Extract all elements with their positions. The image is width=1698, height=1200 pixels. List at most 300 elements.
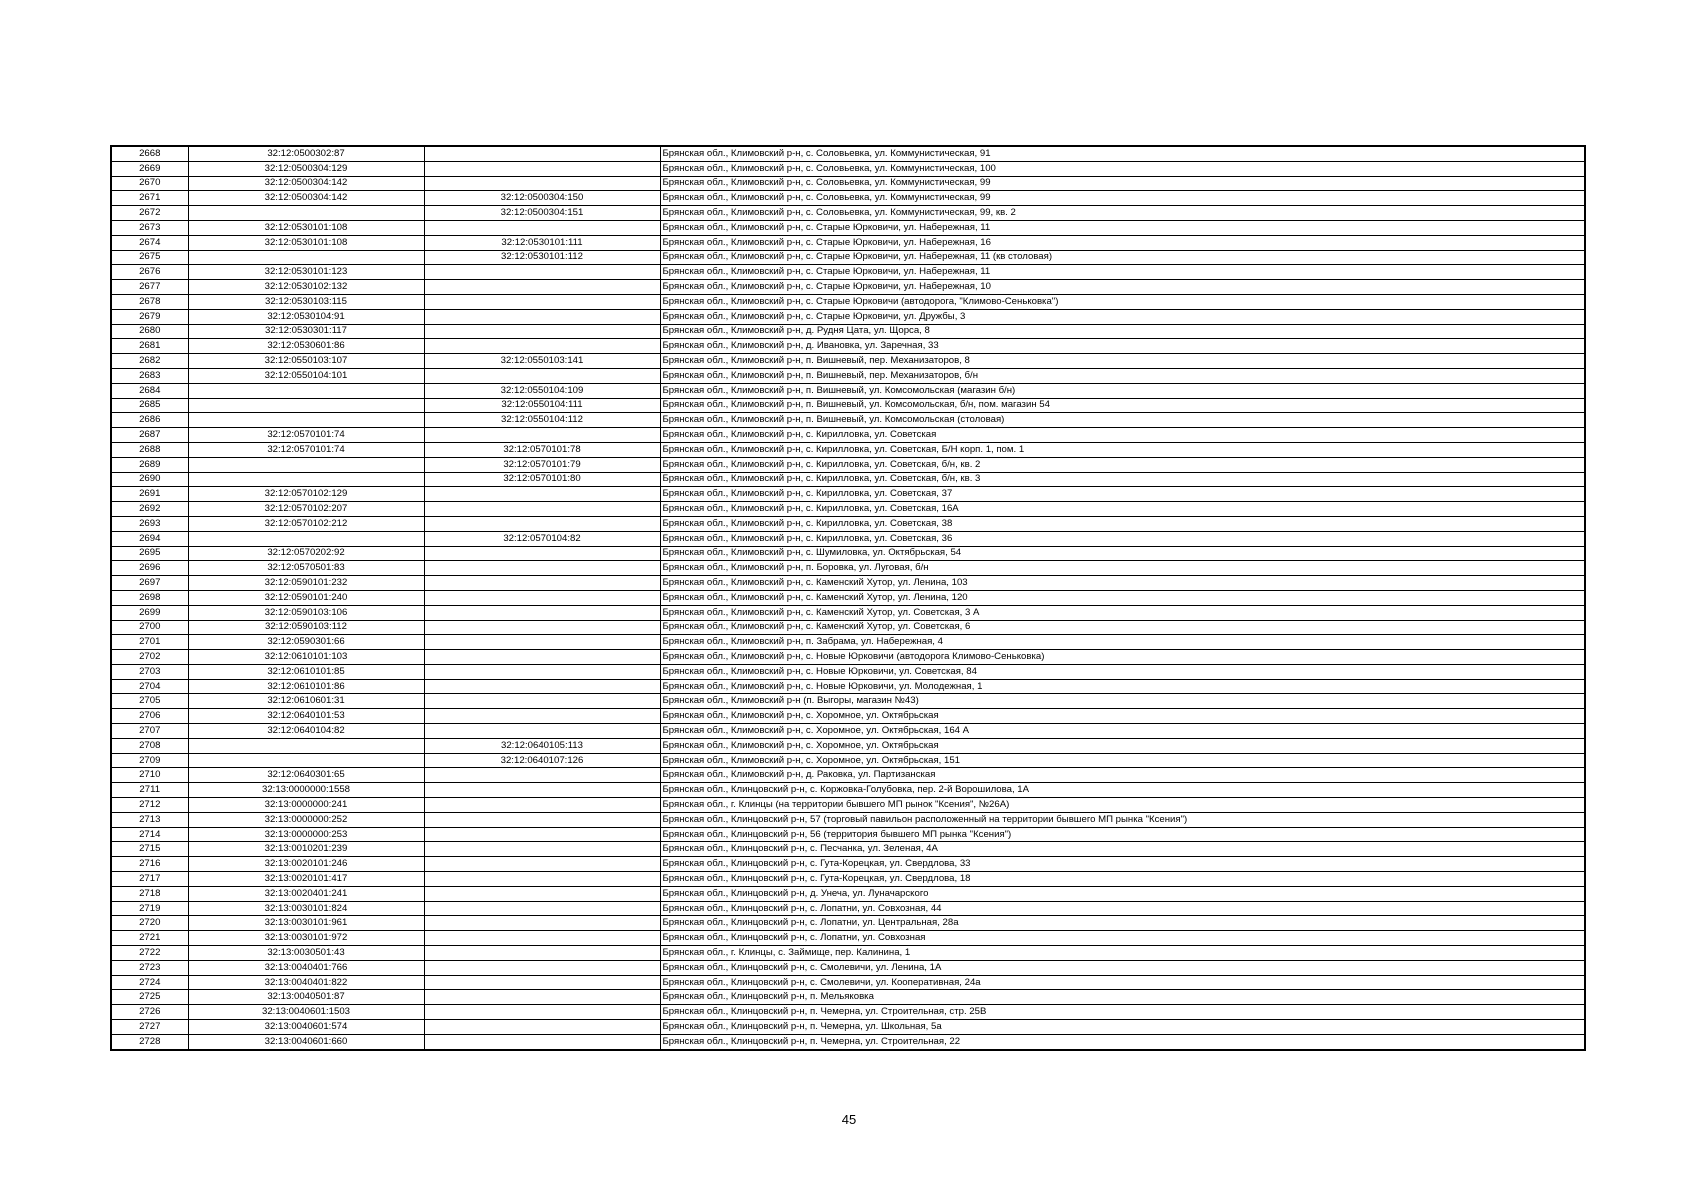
address-cell: Брянская обл., Климовский р-н, с. Старые Юрковичи, ул. Набережная, 11 (кв столовая) (660, 250, 1585, 265)
cadastral-number-cell: 32:12:0590103:112 (188, 620, 424, 635)
cadastral-number-cell: 32:13:0030101:961 (188, 916, 424, 931)
table-row (111, 457, 1585, 472)
sub-cadastral-number-cell (424, 812, 660, 827)
cadastral-number-cell: 32:12:0610101:103 (188, 650, 424, 665)
sub-cadastral-number-cell (424, 872, 660, 887)
sub-cadastral-number-cell (424, 487, 660, 502)
sub-cadastral-number-cell (424, 1020, 660, 1035)
cadastral-number-cell: 32:12:0530101:108 (188, 235, 424, 250)
table-row (111, 694, 1585, 709)
sub-cadastral-number-cell (424, 960, 660, 975)
address-cell: Брянская обл., Климовский р-н, с. Кирилловка, ул. Советская, 37 (660, 487, 1585, 502)
sub-cadastral-number-cell (424, 635, 660, 650)
address-cell: Брянская обл., Клинцовский р-н, с. Гута-Корецкая, ул. Свердлова, 33 (660, 857, 1585, 872)
address-cell: Брянская обл., Клинцовский р-н, с. Смолевичи, ул. Ленина, 1А (660, 960, 1585, 975)
sub-cadastral-number-cell (424, 576, 660, 591)
cadastral-number-cell: 32:12:0610101:86 (188, 679, 424, 694)
table-row (111, 442, 1585, 457)
table-row (111, 428, 1585, 443)
table-row (111, 975, 1585, 990)
cadastral-number-cell: 32:13:0030501:43 (188, 946, 424, 961)
address-cell: Брянская обл., Климовский р-н, с. Хоромное, ул. Октябрьская (660, 738, 1585, 753)
sub-cadastral-number-cell: 32:12:0530101:112 (424, 250, 660, 265)
row-number-cell: 2708 (111, 738, 188, 753)
address-cell: Брянская обл., Климовский р-н, д. Раковка, ул. Партизанская (660, 768, 1585, 783)
row-number-cell: 2695 (111, 546, 188, 561)
table-row (111, 768, 1585, 783)
cadastral-number-cell: 32:12:0640301:65 (188, 768, 424, 783)
address-cell: Брянская обл., Климовский р-н, с. Старые Юрковичи, ул. Дружбы, 3 (660, 309, 1585, 324)
table-row (111, 368, 1585, 383)
row-number-cell: 2723 (111, 960, 188, 975)
cadastral-number-cell: 32:12:0590101:240 (188, 590, 424, 605)
table-row (111, 1020, 1585, 1035)
row-number-cell: 2719 (111, 901, 188, 916)
sub-cadastral-number-cell (424, 886, 660, 901)
table-row (111, 487, 1585, 502)
address-cell: Брянская обл., Климовский р-н, с. Кирилловка, ул. Советская, 16А (660, 502, 1585, 517)
address-cell: Брянская обл., Климовский р-н, д. Рудня Цата, ул. Щорса, 8 (660, 324, 1585, 339)
row-number-cell: 2686 (111, 413, 188, 428)
row-number-cell: 2718 (111, 886, 188, 901)
sub-cadastral-number-cell (424, 901, 660, 916)
cadastral-number-cell: 32:13:0030101:972 (188, 931, 424, 946)
row-number-cell: 2715 (111, 842, 188, 857)
cadastral-number-cell: 32:12:0530101:123 (188, 265, 424, 280)
sub-cadastral-number-cell (424, 946, 660, 961)
address-cell: Брянская обл., Климовский р-н, с. Старые Юрковичи, ул. Набережная, 11 (660, 220, 1585, 235)
address-cell: Брянская обл., Климовский р-н, с. Соловьевка, ул. Коммунистическая, 91 (660, 146, 1585, 161)
cadastral-number-cell: 32:12:0530301:117 (188, 324, 424, 339)
table-row (111, 709, 1585, 724)
cadastral-number-cell: 32:12:0530102:132 (188, 280, 424, 295)
parcel-table-body (111, 146, 1585, 1050)
cadastral-number-cell: 32:13:0040601:574 (188, 1020, 424, 1035)
cadastral-number-cell: 32:13:0040401:766 (188, 960, 424, 975)
sub-cadastral-number-cell (424, 620, 660, 635)
sub-cadastral-number-cell (424, 724, 660, 739)
row-number-cell: 2681 (111, 339, 188, 354)
row-number-cell: 2692 (111, 502, 188, 517)
address-cell: Брянская обл., Климовский р-н, с. Соловьевка, ул. Коммунистическая, 99, кв. 2 (660, 206, 1585, 221)
cadastral-number-cell (188, 472, 424, 487)
cadastral-number-cell: 32:12:0640104:82 (188, 724, 424, 739)
cadastral-number-cell: 32:12:0530103:115 (188, 294, 424, 309)
sub-cadastral-number-cell (424, 664, 660, 679)
address-cell: Брянская обл., Климовский р-н, с. Новые Юрковичи, ул. Советская, 84 (660, 664, 1585, 679)
address-cell: Брянская обл., Климовский р-н, п. Вишневый, ул. Комсомольская (магазин б/н) (660, 383, 1585, 398)
sub-cadastral-number-cell (424, 1005, 660, 1020)
row-number-cell: 2675 (111, 250, 188, 265)
cadastral-number-cell: 32:12:0570102:212 (188, 516, 424, 531)
table-row (111, 265, 1585, 280)
address-cell: Брянская обл., Клинцовский р-н, с. Гута-Корецкая, ул. Свердлова, 18 (660, 872, 1585, 887)
cadastral-number-cell: 32:13:0040601:1503 (188, 1005, 424, 1020)
table-row (111, 679, 1585, 694)
row-number-cell: 2679 (111, 309, 188, 324)
cadastral-number-cell: 32:12:0610601:31 (188, 694, 424, 709)
table-row (111, 235, 1585, 250)
table-row (111, 931, 1585, 946)
sub-cadastral-number-cell (424, 502, 660, 517)
row-number-cell: 2678 (111, 294, 188, 309)
sub-cadastral-number-cell (424, 798, 660, 813)
table-row (111, 561, 1585, 576)
table-row (111, 146, 1585, 161)
row-number-cell: 2677 (111, 280, 188, 295)
sub-cadastral-number-cell (424, 265, 660, 280)
sub-cadastral-number-cell (424, 309, 660, 324)
cadastral-number-cell (188, 383, 424, 398)
sub-cadastral-number-cell (424, 842, 660, 857)
address-cell: Брянская обл., Климовский р-н, с. Соловьевка, ул. Коммунистическая, 99 (660, 176, 1585, 191)
address-cell: Брянская обл., Климовский р-н, с. Шумиловка, ул. Октябрьская, 54 (660, 546, 1585, 561)
address-cell: Брянская обл., Клинцовский р-н, с. Смолевичи, ул. Кооперативная, 24а (660, 975, 1585, 990)
table-row (111, 413, 1585, 428)
sub-cadastral-number-cell (424, 516, 660, 531)
cadastral-number-cell (188, 753, 424, 768)
row-number-cell: 2697 (111, 576, 188, 591)
sub-cadastral-number-cell (424, 650, 660, 665)
address-cell: Брянская обл., Клинцовский р-н, п. Чемерна, ул. Строительная, 22 (660, 1034, 1585, 1049)
address-cell: Брянская обл., Клинцовский р-н, с. Песчанка, ул. Зеленая, 4А (660, 842, 1585, 857)
cadastral-number-cell: 32:12:0570102:129 (188, 487, 424, 502)
row-number-cell: 2702 (111, 650, 188, 665)
row-number-cell: 2701 (111, 635, 188, 650)
address-cell: Брянская обл., Климовский р-н, д. Ивановка, ул. Заречная, 33 (660, 339, 1585, 354)
cadastral-number-cell: 32:12:0500302:87 (188, 146, 424, 161)
cadastral-number-cell: 32:13:0020101:417 (188, 872, 424, 887)
row-number-cell: 2727 (111, 1020, 188, 1035)
row-number-cell: 2725 (111, 990, 188, 1005)
row-number-cell: 2698 (111, 590, 188, 605)
sub-cadastral-number-cell: 32:12:0640105:113 (424, 738, 660, 753)
row-number-cell: 2713 (111, 812, 188, 827)
table-row (111, 960, 1585, 975)
sub-cadastral-number-cell (424, 368, 660, 383)
cadastral-number-cell: 32:12:0500304:142 (188, 191, 424, 206)
row-number-cell: 2707 (111, 724, 188, 739)
address-cell: Брянская обл., Клинцовский р-н, п. Мельяковка (660, 990, 1585, 1005)
row-number-cell: 2696 (111, 561, 188, 576)
address-cell: Брянская обл., Климовский р-н, с. Каменский Хутор, ул. Ленина, 103 (660, 576, 1585, 591)
row-number-cell: 2691 (111, 487, 188, 502)
row-number-cell: 2724 (111, 975, 188, 990)
address-cell: Брянская обл., Климовский р-н, с. Хоромное, ул. Октябрьская, 164 А (660, 724, 1585, 739)
address-cell: Брянская обл., г. Клинцы, с. Займище, пер. Калинина, 1 (660, 946, 1585, 961)
address-cell: Брянская обл., Клинцовский р-н, п. Чемерна, ул. Строительная, стр. 25В (660, 1005, 1585, 1020)
table-row (111, 946, 1585, 961)
cadastral-number-cell: 32:12:0550103:107 (188, 354, 424, 369)
table-row (111, 383, 1585, 398)
address-cell: Брянская обл., Климовский р-н, с. Хоромное, ул. Октябрьская, 151 (660, 753, 1585, 768)
cadastral-number-cell: 32:13:0030101:824 (188, 901, 424, 916)
sub-cadastral-number-cell (424, 339, 660, 354)
row-number-cell: 2694 (111, 531, 188, 546)
address-cell: Брянская обл., Климовский р-н, с. Старые Юрковичи, ул. Набережная, 11 (660, 265, 1585, 280)
row-number-cell: 2668 (111, 146, 188, 161)
table-row (111, 724, 1585, 739)
address-cell: Брянская обл., Климовский р-н, п. Вишневый, ул. Комсомольская (столовая) (660, 413, 1585, 428)
address-cell: Брянская обл., Климовский р-н, с. Соловьевка, ул. Коммунистическая, 99 (660, 191, 1585, 206)
address-cell: Брянская обл., Климовский р-н, с. Кирилловка, ул. Советская, б/н, кв. 2 (660, 457, 1585, 472)
row-number-cell: 2712 (111, 798, 188, 813)
page-number: 45 (841, 1112, 857, 1127)
address-cell: Брянская обл., Клинцовский р-н, с. Лопатни, ул. Совхозная (660, 931, 1585, 946)
cadastral-number-cell: 32:12:0530104:91 (188, 309, 424, 324)
cadastral-number-cell: 32:12:0590103:106 (188, 605, 424, 620)
table-row (111, 620, 1585, 635)
cadastral-number-cell: 32:13:0010201:239 (188, 842, 424, 857)
cadastral-number-cell (188, 457, 424, 472)
address-cell: Брянская обл., Климовский р-н, с. Хоромное, ул. Октябрьская (660, 709, 1585, 724)
table-row (111, 339, 1585, 354)
address-cell: Брянская обл., Клинцовский р-н, 56 (территория бывшего МП рынка "Ксения") (660, 827, 1585, 842)
row-number-cell: 2706 (111, 709, 188, 724)
sub-cadastral-number-cell (424, 146, 660, 161)
address-cell: Брянская обл., Климовский р-н (п. Выгоры, магазин №43) (660, 694, 1585, 709)
row-number-cell: 2711 (111, 783, 188, 798)
table-row (111, 857, 1585, 872)
cadastral-number-cell: 32:13:0040501:87 (188, 990, 424, 1005)
address-cell: Брянская обл., Клинцовский р-н, п. Чемерна, ул. Школьная, 5а (660, 1020, 1585, 1035)
row-number-cell: 2669 (111, 161, 188, 176)
sub-cadastral-number-cell (424, 990, 660, 1005)
sub-cadastral-number-cell: 32:12:0570101:80 (424, 472, 660, 487)
row-number-cell: 2703 (111, 664, 188, 679)
cadastral-number-cell: 32:12:0570202:92 (188, 546, 424, 561)
table-row (111, 161, 1585, 176)
sub-cadastral-number-cell: 32:12:0500304:151 (424, 206, 660, 221)
address-cell: Брянская обл., Климовский р-н, п. Вишневый, ул. Комсомольская, б/н, пом. магазин 54 (660, 398, 1585, 413)
sub-cadastral-number-cell: 32:12:0550104:109 (424, 383, 660, 398)
address-cell: Брянская обл., Климовский р-н, с. Старые Юрковичи, ул. Набережная, 16 (660, 235, 1585, 250)
row-number-cell: 2699 (111, 605, 188, 620)
row-number-cell: 2700 (111, 620, 188, 635)
sub-cadastral-number-cell: 32:12:0570101:78 (424, 442, 660, 457)
table-row (111, 827, 1585, 842)
table-row (111, 1034, 1585, 1049)
row-number-cell: 2714 (111, 827, 188, 842)
table-row (111, 280, 1585, 295)
table-row (111, 472, 1585, 487)
row-number-cell: 2689 (111, 457, 188, 472)
cadastral-number-cell: 32:13:0000000:1558 (188, 783, 424, 798)
table-row (111, 664, 1585, 679)
row-number-cell: 2688 (111, 442, 188, 457)
table-row (111, 798, 1585, 813)
row-number-cell: 2684 (111, 383, 188, 398)
address-cell: Брянская обл., Климовский р-н, с. Каменский Хутор, ул. Советская, 6 (660, 620, 1585, 635)
row-number-cell: 2726 (111, 1005, 188, 1020)
row-number-cell: 2685 (111, 398, 188, 413)
row-number-cell: 2683 (111, 368, 188, 383)
row-number-cell: 2672 (111, 206, 188, 221)
address-cell: Брянская обл., Климовский р-н, с. Соловьевка, ул. Коммунистическая, 100 (660, 161, 1585, 176)
sub-cadastral-number-cell (424, 916, 660, 931)
sub-cadastral-number-cell (424, 783, 660, 798)
row-number-cell: 2722 (111, 946, 188, 961)
table-row (111, 250, 1585, 265)
cadastral-number-cell: 32:12:0550104:101 (188, 368, 424, 383)
sub-cadastral-number-cell: 32:12:0550104:112 (424, 413, 660, 428)
address-cell: Брянская обл., Климовский р-н, с. Каменский Хутор, ул. Ленина, 120 (660, 590, 1585, 605)
sub-cadastral-number-cell: 32:12:0570104:82 (424, 531, 660, 546)
sub-cadastral-number-cell (424, 428, 660, 443)
address-cell: Брянская обл., Климовский р-н, с. Кирилловка, ул. Советская (660, 428, 1585, 443)
row-number-cell: 2720 (111, 916, 188, 931)
row-number-cell: 2693 (111, 516, 188, 531)
sub-cadastral-number-cell (424, 679, 660, 694)
table-row (111, 576, 1585, 591)
row-number-cell: 2674 (111, 235, 188, 250)
table-row (111, 294, 1585, 309)
row-number-cell: 2710 (111, 768, 188, 783)
sub-cadastral-number-cell (424, 590, 660, 605)
cadastral-number-cell: 32:12:0590301:66 (188, 635, 424, 650)
address-cell: Брянская обл., Климовский р-н, с. Новые Юрковичи, ул. Молодежная, 1 (660, 679, 1585, 694)
cadastral-number-cell: 32:12:0570501:83 (188, 561, 424, 576)
table-row (111, 872, 1585, 887)
sub-cadastral-number-cell (424, 161, 660, 176)
sub-cadastral-number-cell: 32:12:0640107:126 (424, 753, 660, 768)
sub-cadastral-number-cell (424, 1034, 660, 1049)
cadastral-number-cell: 32:12:0570101:74 (188, 442, 424, 457)
sub-cadastral-number-cell (424, 324, 660, 339)
table-row (111, 783, 1585, 798)
table-row (111, 916, 1585, 931)
cadastral-number-cell: 32:13:0000000:252 (188, 812, 424, 827)
row-number-cell: 2728 (111, 1034, 188, 1049)
row-number-cell: 2690 (111, 472, 188, 487)
cadastral-number-cell: 32:12:0570102:207 (188, 502, 424, 517)
cadastral-number-cell: 32:12:0530601:86 (188, 339, 424, 354)
address-cell: Брянская обл., Климовский р-н, с. Кирилловка, ул. Советская, 36 (660, 531, 1585, 546)
address-cell: Брянская обл., Климовский р-н, п. Боровка, ул. Луговая, б/н (660, 561, 1585, 576)
address-cell: Брянская обл., Климовский р-н, с. Кирилловка, ул. Советская, 38 (660, 516, 1585, 531)
sub-cadastral-number-cell: 32:12:0530101:111 (424, 235, 660, 250)
row-number-cell: 2704 (111, 679, 188, 694)
sub-cadastral-number-cell (424, 220, 660, 235)
address-cell: Брянская обл., Климовский р-н, п. Вишневый, пер. Механизаторов, 8 (660, 354, 1585, 369)
cadastral-number-cell (188, 413, 424, 428)
cadastral-number-cell: 32:13:0040601:660 (188, 1034, 424, 1049)
address-cell: Брянская обл., Климовский р-н, с. Кирилловка, ул. Советская, Б/Н корп. 1, пом. 1 (660, 442, 1585, 457)
sub-cadastral-number-cell: 32:12:0550104:111 (424, 398, 660, 413)
table-row (111, 901, 1585, 916)
sub-cadastral-number-cell (424, 768, 660, 783)
table-row (111, 990, 1585, 1005)
table-row (111, 531, 1585, 546)
address-cell: Брянская обл., Климовский р-н, с. Новые Юрковичи (автодорога Климово-Сеньковка) (660, 650, 1585, 665)
row-number-cell: 2670 (111, 176, 188, 191)
row-number-cell: 2682 (111, 354, 188, 369)
table-row (111, 842, 1585, 857)
cadastral-number-cell (188, 738, 424, 753)
sub-cadastral-number-cell (424, 709, 660, 724)
row-number-cell: 2709 (111, 753, 188, 768)
address-cell: Брянская обл., г. Клинцы (на территории бывшего МП рынок "Ксения", №26А) (660, 798, 1585, 813)
table-row (111, 738, 1585, 753)
address-cell: Брянская обл., Климовский р-н, с. Кирилловка, ул. Советская, б/н, кв. 3 (660, 472, 1585, 487)
address-cell: Брянская обл., Клинцовский р-н, с. Лопатни, ул. Центральная, 28а (660, 916, 1585, 931)
cadastral-number-cell: 32:12:0640101:53 (188, 709, 424, 724)
address-cell: Брянская обл., Климовский р-н, п. Вишневый, пер. Механизаторов, б/н (660, 368, 1585, 383)
row-number-cell: 2716 (111, 857, 188, 872)
table-row (111, 354, 1585, 369)
sub-cadastral-number-cell (424, 294, 660, 309)
cadastral-number-cell (188, 250, 424, 265)
sub-cadastral-number-cell: 32:12:0570101:79 (424, 457, 660, 472)
row-number-cell: 2680 (111, 324, 188, 339)
cadastral-number-cell: 32:12:0530101:108 (188, 220, 424, 235)
table-row (111, 176, 1585, 191)
sub-cadastral-number-cell (424, 827, 660, 842)
sub-cadastral-number-cell (424, 546, 660, 561)
address-cell: Брянская обл., Клинцовский р-н, д. Унеча, ул. Луначарского (660, 886, 1585, 901)
address-cell: Брянская обл., Климовский р-н, с. Старые Юрковичи (автодорога, "Климово-Сеньковка") (660, 294, 1585, 309)
address-cell: Брянская обл., Климовский р-н, с. Старые Юрковичи, ул. Набережная, 10 (660, 280, 1585, 295)
table-row (111, 309, 1585, 324)
cadastral-number-cell: 32:12:0590101:232 (188, 576, 424, 591)
table-row (111, 812, 1585, 827)
sub-cadastral-number-cell: 32:12:0500304:150 (424, 191, 660, 206)
row-number-cell: 2687 (111, 428, 188, 443)
row-number-cell: 2721 (111, 931, 188, 946)
cadastral-number-cell: 32:12:0500304:142 (188, 176, 424, 191)
sub-cadastral-number-cell (424, 280, 660, 295)
address-cell: Брянская обл., Климовский р-н, с. Каменский Хутор, ул. Советская, 3 А (660, 605, 1585, 620)
sub-cadastral-number-cell (424, 857, 660, 872)
address-cell: Брянская обл., Клинцовский р-н, 57 (торговый павильон расположенный на территории бывшего МП рынка "Ксения") (660, 812, 1585, 827)
cadastral-number-cell: 32:13:0040401:822 (188, 975, 424, 990)
sub-cadastral-number-cell: 32:12:0550103:141 (424, 354, 660, 369)
row-number-cell: 2676 (111, 265, 188, 280)
sub-cadastral-number-cell (424, 605, 660, 620)
cadastral-number-cell: 32:12:0570101:74 (188, 428, 424, 443)
table-row (111, 220, 1585, 235)
table-row (111, 605, 1585, 620)
sub-cadastral-number-cell (424, 694, 660, 709)
cadastral-number-cell (188, 398, 424, 413)
table-row (111, 546, 1585, 561)
sub-cadastral-number-cell (424, 975, 660, 990)
row-number-cell: 2705 (111, 694, 188, 709)
sub-cadastral-number-cell (424, 931, 660, 946)
table-row (111, 206, 1585, 221)
table-row (111, 191, 1585, 206)
row-number-cell: 2673 (111, 220, 188, 235)
cadastral-number-cell: 32:13:0020101:246 (188, 857, 424, 872)
cadastral-number-cell: 32:12:0610101:85 (188, 664, 424, 679)
table-row (111, 635, 1585, 650)
cadastral-number-cell (188, 206, 424, 221)
cadastral-number-cell: 32:13:0000000:253 (188, 827, 424, 842)
parcel-table (110, 145, 1586, 1051)
address-cell: Брянская обл., Климовский р-н, п. Забрама, ул. Набережная, 4 (660, 635, 1585, 650)
table-row (111, 502, 1585, 517)
address-cell: Брянская обл., Клинцовский р-н, с. Коржовка-Голубовка, пер. 2-й Ворошилова, 1А (660, 783, 1585, 798)
cadastral-number-cell: 32:13:0020401:241 (188, 886, 424, 901)
table-row (111, 650, 1585, 665)
table-row (111, 886, 1585, 901)
table-row (111, 516, 1585, 531)
address-cell: Брянская обл., Клинцовский р-н, с. Лопатни, ул. Совхозная, 44 (660, 901, 1585, 916)
table-row (111, 590, 1585, 605)
table-row (111, 398, 1585, 413)
table-row (111, 324, 1585, 339)
cadastral-number-cell: 32:13:0000000:241 (188, 798, 424, 813)
